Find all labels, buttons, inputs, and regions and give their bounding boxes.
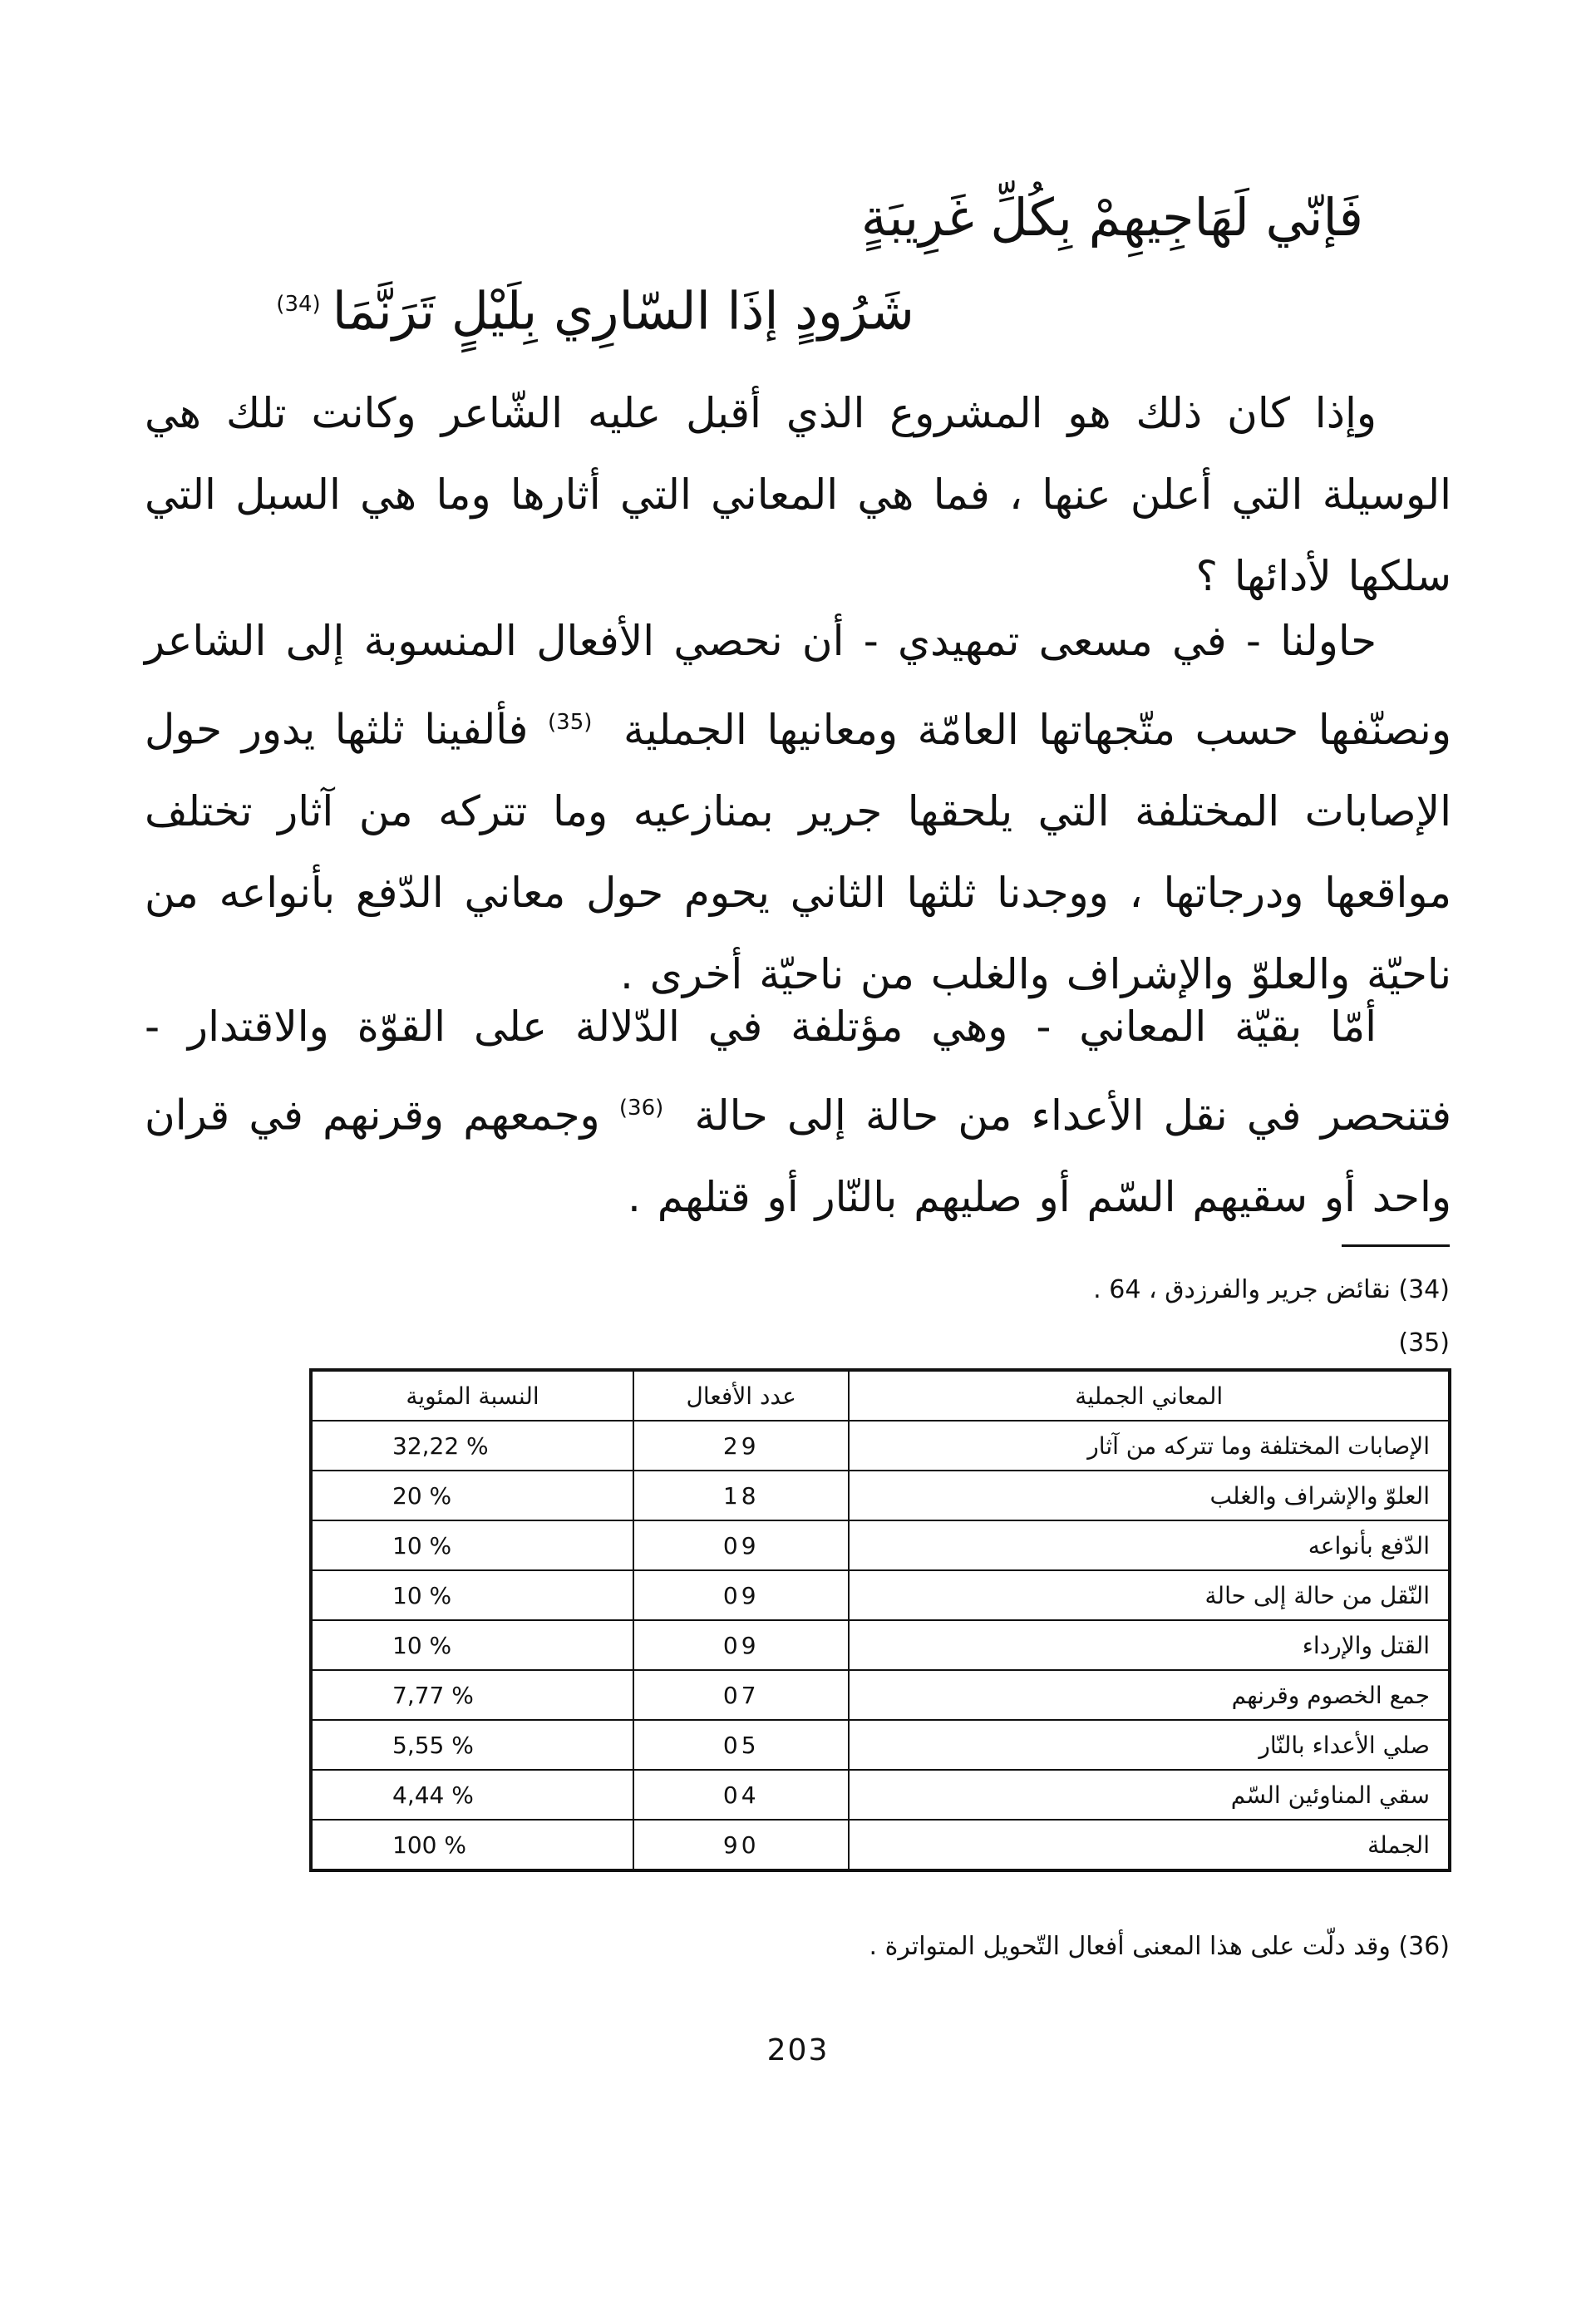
footnote-divider <box>1342 1244 1450 1247</box>
cell-percent: 10 % <box>311 1570 633 1620</box>
cell-count: 07 <box>633 1670 849 1720</box>
paragraph-3-text-after: وجمعهم وقرنهم في قران واحد أو سقيهم السّم أو صليهم بالنّار أو قتلهم . <box>145 1091 1451 1221</box>
header-count: عدد الأفعال <box>633 1370 849 1421</box>
page-number: 203 <box>766 2033 830 2067</box>
cell-meaning: صلي الأعداء بالنّار <box>849 1720 1450 1770</box>
table-header-row <box>311 1370 1450 1421</box>
cell-count: 04 <box>633 1770 849 1820</box>
cell-meaning: الإصابات المختلفة وما تتركه من آثار <box>849 1421 1450 1471</box>
cell-count: 09 <box>633 1570 849 1620</box>
footnote-35: (35) <box>1398 1328 1450 1357</box>
cell-percent: 10 % <box>311 1620 633 1670</box>
cell-percent: 20 % <box>311 1471 633 1520</box>
table-row <box>311 1421 1450 1471</box>
header-meaning: المعاني الجملية <box>849 1370 1450 1421</box>
cell-count: 29 <box>633 1421 849 1471</box>
footnote-34: (34) نقائض جرير والفرزدق ، 64 . <box>1093 1275 1450 1304</box>
cell-count: 05 <box>633 1720 849 1770</box>
cell-meaning: النّقل من حالة إلى حالة <box>849 1570 1450 1620</box>
cell-percent: 5,55 % <box>311 1720 633 1770</box>
header-percent: النسبة المئوية <box>311 1370 633 1421</box>
table-row <box>311 1770 1450 1820</box>
table-row <box>311 1570 1450 1620</box>
cell-percent: 4,44 % <box>311 1770 633 1820</box>
paragraph-2-text-after: فألفينا ثلثها يدور حول الإصابات المختلفة التي يلحقها جرير بمنازعيه وما تتركه من آثار تختلف مواقعها ودرجاتها ، ووجدنا ثلثها الثاني يحوم حول معاني الدّفع بأنواعه من ناحيّة والعلوّ والإشراف والغلب من ناحيّة أخرى . <box>145 705 1451 998</box>
table-row <box>311 1670 1450 1720</box>
poem-line-1: فَإنّي لَهَاجِيهِمْ بِكُلِّ غَرِيبَةٍ <box>860 187 1363 248</box>
footnote-36: (36) وقد دلّت على هذا المعنى أفعال التّحويل المتواترة . <box>869 1932 1450 1961</box>
footnote-ref-36: (36) <box>618 1096 664 1121</box>
footnote-ref-34: (34) <box>276 292 321 317</box>
table-row <box>311 1720 1450 1770</box>
poem-line-2 <box>166 271 914 345</box>
footnote-ref-35: (35) <box>548 710 593 735</box>
cell-percent: 7,77 % <box>311 1670 633 1720</box>
cell-meaning: القتل والإرداء <box>849 1620 1450 1670</box>
cell-count: 90 <box>633 1820 849 1870</box>
poem-line-2-text: شَرُودٍ إذَا السّارِي بِلَيْلٍ تَرَنَّمَا <box>332 280 914 342</box>
paragraph-1 <box>145 372 1451 617</box>
cell-meaning: الدّفع بأنواعه <box>849 1520 1450 1570</box>
paragraph-2 <box>145 600 1451 1015</box>
cell-meaning: جمع الخصوم وقرنهم <box>849 1670 1450 1720</box>
cell-meaning: الجملة <box>849 1820 1450 1870</box>
table-row <box>311 1620 1450 1670</box>
paragraph-1-text: وإذا كان ذلك هو المشروع الذي أقبل عليه الشّاعر وكانت تلك هي الوسيلة التي أعلن عنها ، فما هي المعاني التي أثارها وما هي السبل التي سلكها لأدائها ؟ <box>145 389 1451 600</box>
meanings-table <box>309 1368 1451 1872</box>
paragraph-3-text-before: أمّا بقيّة المعاني - وهي مؤتلفة في الدّلالة على القوّة والاقتدار - فتنحصر في نقل الأعداء من حالة إلى حالة <box>145 1003 1451 1140</box>
table-total-row <box>311 1820 1450 1870</box>
cell-count: 09 <box>633 1520 849 1570</box>
cell-percent: 32,22 % <box>311 1421 633 1471</box>
paragraph-3 <box>145 986 1451 1238</box>
paragraph-2-text-before: حاولنا - في مسعى تمهيدي - أن نحصي الأفعال المنسوبة إلى الشاعر ونصنّفها حسب متّجهاتها العامّة ومعانيها الجملية <box>145 617 1451 754</box>
cell-percent: 10 % <box>311 1520 633 1570</box>
cell-meaning: العلوّ والإشراف والغلب <box>849 1471 1450 1520</box>
table-row <box>311 1520 1450 1570</box>
table-row <box>311 1471 1450 1520</box>
cell-count: 09 <box>633 1620 849 1670</box>
cell-meaning: سقي المناوئين السّم <box>849 1770 1450 1820</box>
cell-count: 18 <box>633 1471 849 1520</box>
cell-percent: 100 % <box>311 1820 633 1870</box>
